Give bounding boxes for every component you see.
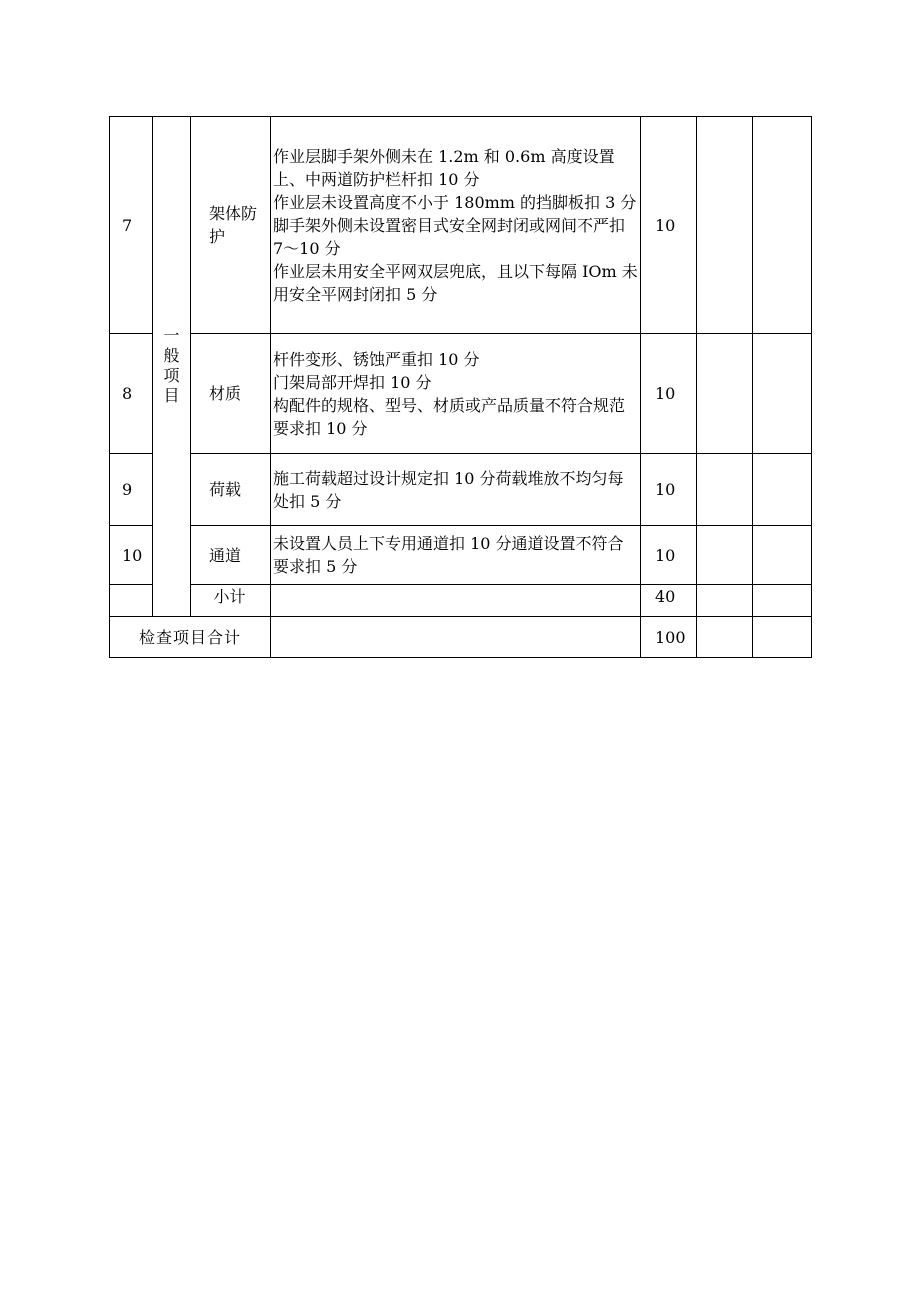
deduction-line: 作业层脚手架外侧未在 1.2m 和 0.6m 高度设置上、中两道防护栏杆扣 10 分: [273, 146, 615, 189]
deduction-line: 构配件的规格、型号、材质或产品质量不符合规范要求扣 10 分: [273, 395, 626, 438]
full-score: 10: [641, 526, 697, 585]
inspection-table: [109, 116, 812, 658]
deduction-standard: [271, 526, 641, 585]
deducted-score-cell: [697, 334, 753, 454]
deduction-standard: [271, 117, 641, 334]
table-row: [110, 117, 812, 334]
actual-score-cell: [753, 617, 812, 658]
deducted-score-cell: [697, 454, 753, 526]
deduction-line: 作业层未用安全平网双层兜底，且以下每隔 IOm 未用安全平网封闭扣 5 分: [273, 261, 638, 304]
table-row: [110, 526, 812, 585]
subtotal-score: 40: [641, 585, 697, 617]
deduction-line: 作业层未设置高度不小于 180mm 的挡脚板扣 3 分: [273, 192, 637, 212]
deducted-score-cell: [697, 526, 753, 585]
category-label: 一般项目: [163, 326, 180, 405]
subtotal-number-cell: [110, 585, 153, 617]
total-label: 检查项目合计: [110, 617, 271, 658]
deduction-line: 施工荷载超过设计规定扣 10 分荷载堆放不均匀每处扣 5 分: [273, 468, 624, 511]
deducted-score-cell: [697, 117, 753, 334]
actual-score-cell: [753, 334, 812, 454]
deduction-standard: [271, 334, 641, 454]
deduction-line: 未设置人员上下专用通道扣 10 分通道设置不符合要求扣 5 分: [273, 534, 624, 576]
table-row: [110, 334, 812, 454]
deducted-score-cell: [697, 585, 753, 617]
actual-score-cell: [753, 585, 812, 617]
row-number: 9: [110, 454, 153, 526]
subtotal-desc-cell: [271, 585, 641, 617]
subtotal-label: 小计: [191, 585, 271, 617]
item-name: 材质: [191, 334, 271, 454]
row-number: 10: [110, 526, 153, 585]
total-row: [110, 617, 812, 658]
table-row: [110, 454, 812, 526]
item-name: 通道: [191, 526, 271, 585]
total-desc-cell: [271, 617, 641, 658]
deduction-line: 门架局部开焊扣 10 分: [273, 372, 432, 392]
deduction-line: 脚手架外侧未设置密目式安全网封闭或网间不严扣 7～10 分: [273, 215, 626, 258]
actual-score-cell: [753, 526, 812, 585]
actual-score-cell: [753, 117, 812, 334]
deduction-line: 杆件变形、锈蚀严重扣 10 分: [273, 349, 480, 369]
item-name: 荷载: [191, 454, 271, 526]
row-number: 7: [110, 117, 153, 334]
deducted-score-cell: [697, 617, 753, 658]
full-score: 10: [641, 334, 697, 454]
full-score: 10: [641, 117, 697, 334]
row-number: 8: [110, 334, 153, 454]
actual-score-cell: [753, 454, 812, 526]
total-score: 100: [641, 617, 697, 658]
category-cell: [153, 117, 191, 617]
deduction-standard: [271, 454, 641, 526]
item-name: 架体防护: [191, 117, 271, 334]
subtotal-row: [110, 585, 812, 617]
full-score: 10: [641, 454, 697, 526]
